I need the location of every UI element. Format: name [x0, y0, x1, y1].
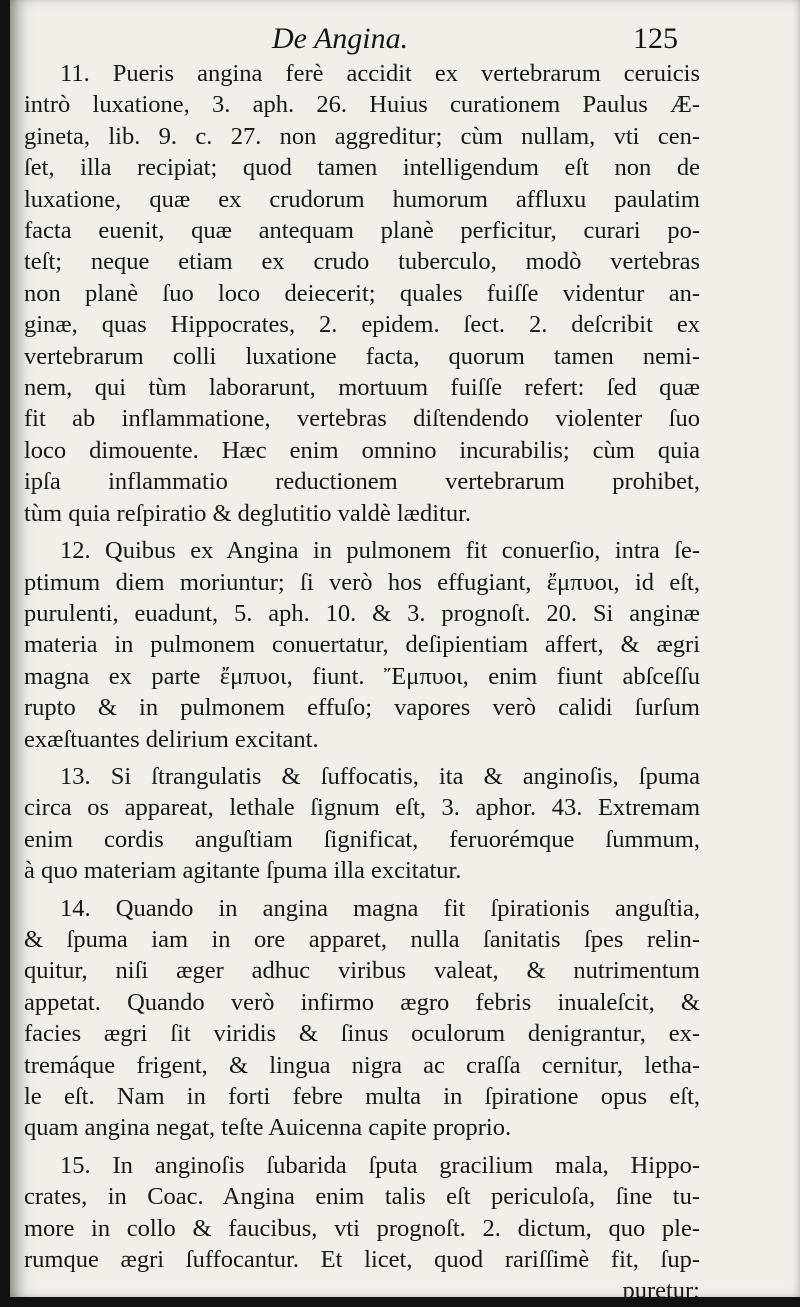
text-line: luxatione, quæ ex crudorum humorum affluxu paulatim [24, 185, 700, 213]
text-line: ſet, illa recipiat; quod tamen intelligendum eſt non de [24, 154, 700, 182]
text-line: quitur, niſi æger adhuc viribus valeat, & nutrimentum [24, 957, 700, 985]
text-line: quam angina negat, teſte Auicenna capite proprio. [24, 1114, 512, 1142]
text-line: & ſpuma iam in ore apparet, nulla ſanitatis ſpes relin- [24, 925, 700, 953]
text-line: purulenti, euadunt, 5. aph. 10. & 3. prognoſt. 20. Si anginæ [24, 599, 700, 627]
text-line: fit ab inflammatione, vertebras diſtendendo violenter ſuo [24, 405, 700, 433]
text-line: circa os appareat, lethale ſignum eſt, 3. aphor. 43. Extremam [24, 794, 700, 822]
text-line: à quo materiam agitante ſpuma illa excitatur. [24, 857, 462, 885]
text-line: teſt; neque etiam ex crudo tuberculo, modò vertebras [24, 248, 700, 276]
page-header [10, 22, 800, 62]
text-line: tùm quia reſpiratio & deglutitio valdè læditur. [24, 499, 472, 527]
paragraph-14 [24, 893, 700, 1144]
text-line: more in collo & faucibus, vti prognoſt. 2. dictum, quo ple- [24, 1214, 700, 1242]
text-line: appetat. Quando verò infirmo ægro febris inualeſcit, & [24, 988, 700, 1016]
text-line: nem, qui tùm laborarunt, mortuum fuiſſe refert: ſed quæ [24, 374, 700, 402]
text-line: magna ex parte ἔμπυοι, fiunt. Ἔμπυοι, enim fiunt abſceſſu [24, 662, 700, 690]
paragraph-12 [24, 535, 700, 755]
text-line: ptimum diem moriuntur; ſi verò hos effugiant, ἔμπυοι, id eſt, [24, 568, 700, 596]
text-line: exæſtuantes delirium excitant. [24, 725, 319, 753]
paragraph-15 [24, 1150, 700, 1307]
text-line: 12. Quibus ex Angina in pulmonem fit conuerſio, intra ſe- [60, 537, 700, 565]
text-line: ipſa inflammatio reductionem vertebrarum prohibet, [24, 468, 700, 496]
text-line: le eſt. Nam in forti febre multa in ſpiratione opus eſt, [24, 1083, 700, 1110]
paragraph-11 [24, 58, 700, 529]
text-line: 14. Quando in angina magna fit ſpirationis anguſtia, [60, 894, 700, 922]
text-line: rumque ægri ſuffocantur. Et licet, quod rariſſimè fit, ſup- [24, 1246, 700, 1274]
running-title: De Angina. [272, 22, 409, 55]
text-line: facies ægri ſit viridis & ſinus oculorum denigrantur, ex- [24, 1020, 700, 1048]
text-line: intrò luxatione, 3. aph. 26. Huius curationem Paulus Æ- [24, 91, 700, 119]
book-page [10, 0, 800, 1305]
catchword: puretur; [622, 1277, 700, 1305]
text-line: vertebrarum colli luxatione facta, quorum tamen nemi- [24, 342, 700, 370]
text-line: rupto & in pulmonem effuſo; vapores verò calidi ſurſum [24, 694, 700, 722]
text-line: non planè ſuo loco deiecerit; quales fuiſſe videntur an- [24, 279, 700, 307]
text-line: tremáque frigent, & lingua nigra ac craſſa cernitur, letha- [24, 1051, 700, 1079]
text-line: 15. In anginoſis ſubarida ſputa gracilium mala, Hippo- [60, 1151, 700, 1179]
page-number: 125 [633, 22, 678, 55]
text-line: 11. Pueris angina ferè accidit ex vertebrarum ceruicis [60, 60, 700, 87]
text-line: loco dimouente. Hæc enim omnino incurabilis; cùm quia [24, 436, 700, 464]
text-line: enim cordis anguſtiam ſignificat, feruorémque ſummum, [24, 825, 700, 853]
text-line: gineta, lib. 9. c. 27. non aggreditur; cùm nullam, vti cen- [24, 122, 700, 150]
text-line: 13. Si ſtrangulatis & ſuffocatis, ita & anginoſis, ſpuma [60, 762, 700, 790]
text-line: crates, in Coac. Angina enim talis eſt periculoſa, ſine tu- [24, 1183, 700, 1211]
text-line: materia in pulmonem conuertatur, deſipientiam affert, & ægri [24, 631, 700, 659]
body-text [24, 58, 700, 1307]
paragraph-13 [24, 761, 700, 887]
text-line: facta euenit, quæ antequam planè perficitur, curari po- [24, 217, 700, 245]
text-line: ginæ, quas Hippocrates, 2. epidem. ſect. 2. deſcribit ex [24, 311, 700, 339]
